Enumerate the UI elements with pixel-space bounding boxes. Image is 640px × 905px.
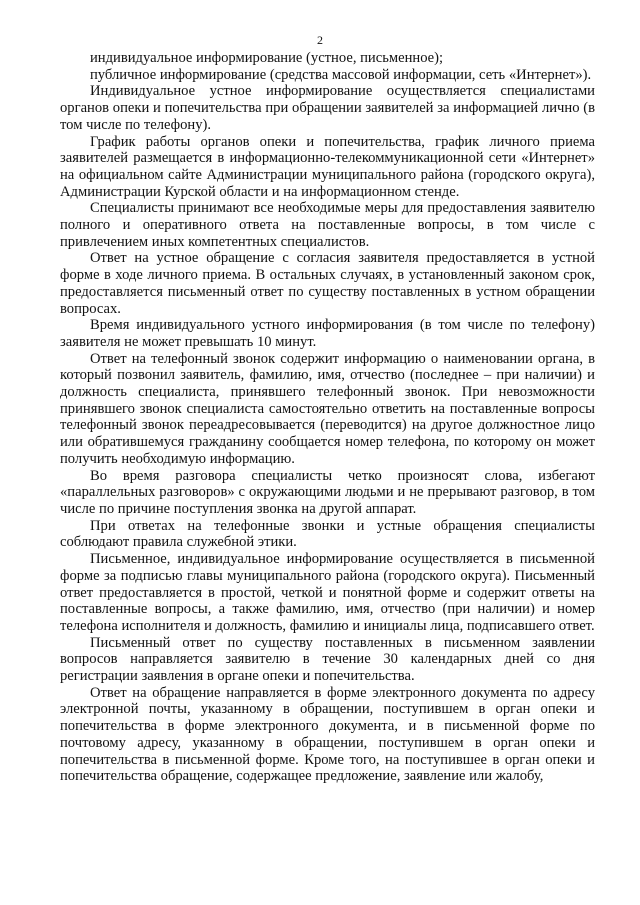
paragraph-phone-response: Ответ на телефонный звонок содержит информацию о наименовании органа, в который позвонил заявитель, фамилию, имя, отчество (последнее – при наличии) и должность специалиста, принявшего телефонный звонок. При невозможности принявшего звонок специалиста самостоятельно ответить на поставленные вопросы телефонный звонок переадресовывается (переводится) на другое должностное лицо или обратившемуся гражданину сообщается номер телефона, по которому он может получить необходимую информацию. [60, 350, 595, 467]
paragraph-oral-informing: Индивидуальное устное информирование осуществляется специалистами органов опеки и попечительства при обращении заявителей за информацией лично (в том числе по телефону). [60, 83, 595, 133]
paragraph-public-informing: публичное информирование (средства массовой информации, сеть «Интернет»). [90, 66, 592, 83]
paragraph-written-informing: Письменное, индивидуальное информирование осуществляется в письменной форме за подписью главы муниципального района (городского округа). Письменный ответ предоставляется в простой, четкой и понятной форме и содержит ответы на поставленные вопросы, а также фамилию, имя, отчество (при наличии) и номер телефона исполнителя и должность, фамилию и инициалы лица, подписавшего ответ. [60, 551, 595, 634]
paragraph-work-schedule: График работы органов опеки и попечительства, график личного приема заявителей размещается в информационно-телекоммуникационной сети «Интернет» на официальном сайте Администрации муниципального района (городского округа), Администрации Курской области и на информационном стенде. [60, 133, 595, 200]
paragraph-specialists-measures: Специалисты принимают все необходимые меры для предоставления заявителю полного и оперативного ответа на поставленные вопросы, в том числе с привлечением иных компетентных специалистов. [60, 200, 595, 250]
paragraph-written-response-deadline: Письменный ответ по существу поставленных в письменном заявлении вопросов направляется заявителю в течение 30 календарных дней со дня регистрации заявления в органе опеки и попечительства. [60, 634, 595, 685]
paragraph-electronic-response: Ответ на обращение направляется в форме электронного документа по адресу электронной почты, указанному в обращении, поступившем в орган опеки и попечительства в форме электронного документа, и в письменной форме по почтовому адресу, указанному в обращении, поступившем в орган опеки и попечительства в письменной форме. Кроме того, на поступившее в орган опеки и попечительства обращение, содержащее предложение, заявление или жалобу, [60, 684, 595, 785]
document-body [60, 50, 595, 785]
paragraph-individual-informing: индивидуальное информирование (устное, письменное); [90, 50, 444, 66]
page-number: 2 [317, 33, 323, 47]
paragraph-time-limit: Время индивидуального устного информирования (в том числе по телефону) заявителя не может превышать 10 минут. [60, 317, 595, 350]
paragraph-conversation-rules: Во время разговора специалисты четко произносят слова, избегают «параллельных разговоров» с окружающими людьми и не прерывают разговор, в том числе по причине поступления звонка на другой аппарат. [60, 467, 595, 517]
paragraph-ethics: При ответах на телефонные звонки и устные обращения специалисты соблюдают правила служебной этики. [60, 517, 595, 551]
paragraph-oral-response: Ответ на устное обращение с согласия заявителя предоставляется в устной форме в ходе личного приема. В остальных случаях, в установленный законом срок, предоставляется письменный ответ по существу поставленных в устном обращении вопросах. [60, 250, 595, 317]
